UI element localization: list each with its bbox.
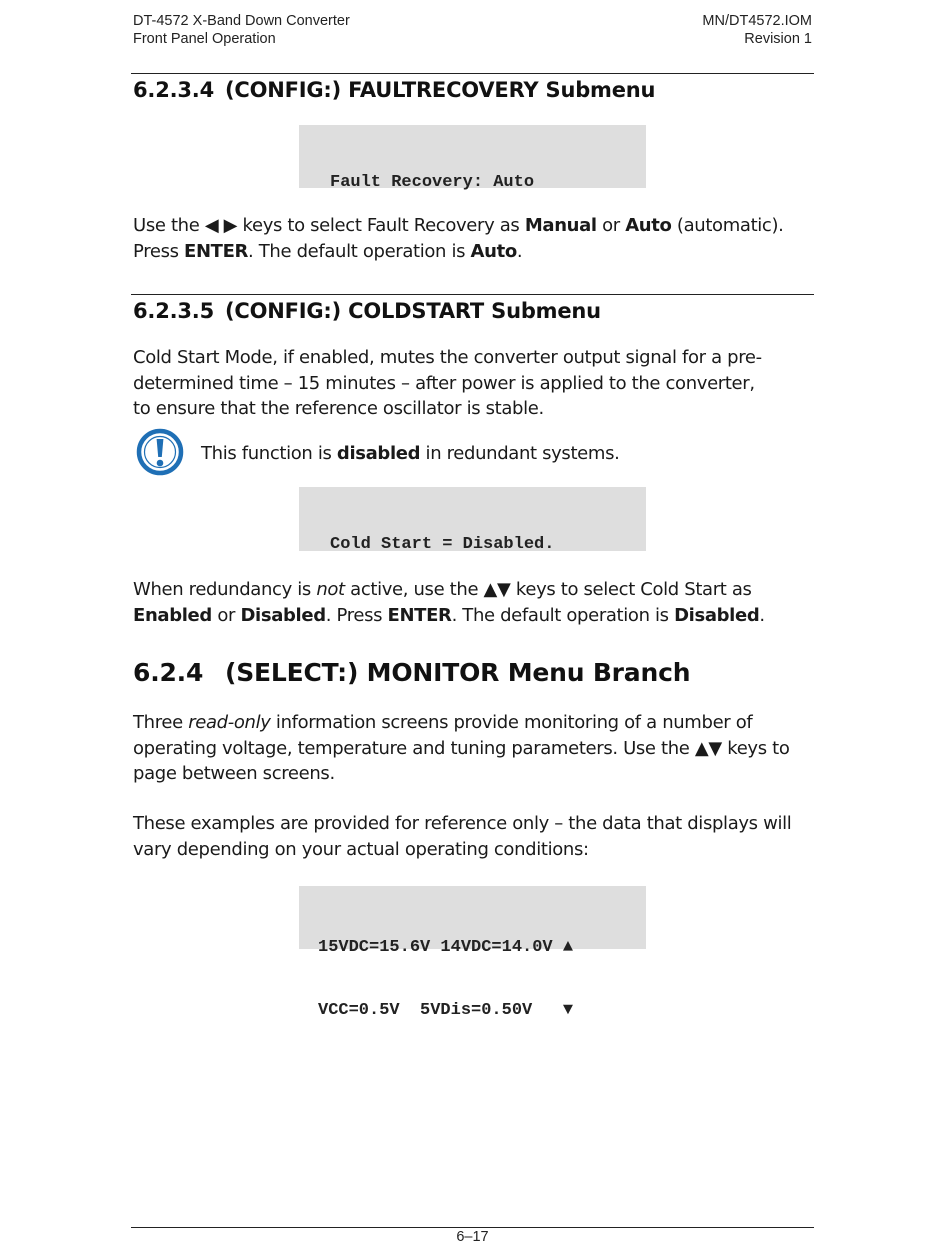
footer-divider: [131, 1227, 814, 1228]
running-header-right: [702, 12, 812, 48]
fault-recovery-display: [299, 125, 646, 192]
document-title: DT-4572 X-Band Down Converter: [133, 13, 350, 29]
section-divider: [131, 294, 814, 295]
document-number: MN/DT4572.IOM: [702, 13, 812, 29]
monitor-display: [299, 886, 646, 1020]
section-title: (CONFIG:) COLDSTART Submenu: [225, 299, 601, 323]
section-number: 6.2.3.4: [133, 78, 214, 102]
chapter-title: Front Panel Operation: [133, 31, 276, 47]
up-down-arrow-keys-icon: ▲▼: [483, 579, 511, 600]
cold-start-description: Cold Start Mode, if enabled, mutes the converter output signal for a pre-determined time – 15 minutes – after power is applied to the converter, to ensure that the reference oscillator is stable.: [133, 347, 762, 419]
section-title: (CONFIG:) FAULTRECOVERY Submenu: [225, 78, 656, 102]
display-line: Cold Start = Disabled.: [330, 535, 555, 554]
section-heading-624: [133, 658, 690, 687]
display-line: 15VDC=15.6V 14VDC=14.0V ▲: [318, 938, 574, 957]
section-title: (SELECT:) MONITOR Menu Branch: [225, 658, 691, 687]
cold-start-paragraph: When redundancy is not active, use the ▲▼ keys to select Cold Start as Enabled or Disabled. Press ENTER. The default operation is Disabled.: [133, 579, 765, 626]
section-heading-6235: [133, 299, 601, 323]
note-text: This function is disabled in redundant systems.: [201, 443, 620, 464]
fault-recovery-paragraph: Use the ◀ ▶ keys to select Fault Recovery as Manual or Auto (automatic). Press ENTER. The default operation is Auto.: [133, 215, 784, 262]
cold-start-display: [299, 487, 646, 554]
running-header-left: [133, 12, 350, 48]
up-down-arrow-keys-icon: ▲▼: [694, 737, 722, 759]
exclamation-circle-icon: [136, 428, 184, 476]
display-line: Fault Recovery: Auto: [330, 173, 535, 192]
section-number: 6.2.4: [133, 658, 204, 687]
monitor-reference-note: These examples are provided for reference only – the data that displays will vary depending on your actual operating conditions:: [133, 813, 792, 860]
section-divider: [131, 73, 814, 74]
section-heading-6234: [133, 78, 655, 102]
monitor-description: Three read-only information screens provide monitoring of a number of operating voltage, temperature and tuning parameters. Use the ▲▼ keys to page between screens.: [133, 712, 790, 784]
left-right-arrow-keys-icon: ◀ ▶: [204, 215, 238, 236]
page-number: 6–17: [456, 1229, 489, 1245]
section-number: 6.2.3.5: [133, 299, 214, 323]
display-line: VCC=0.5V 5VDis=0.50V ▼: [318, 1001, 574, 1020]
revision-label: Revision 1: [744, 31, 812, 47]
